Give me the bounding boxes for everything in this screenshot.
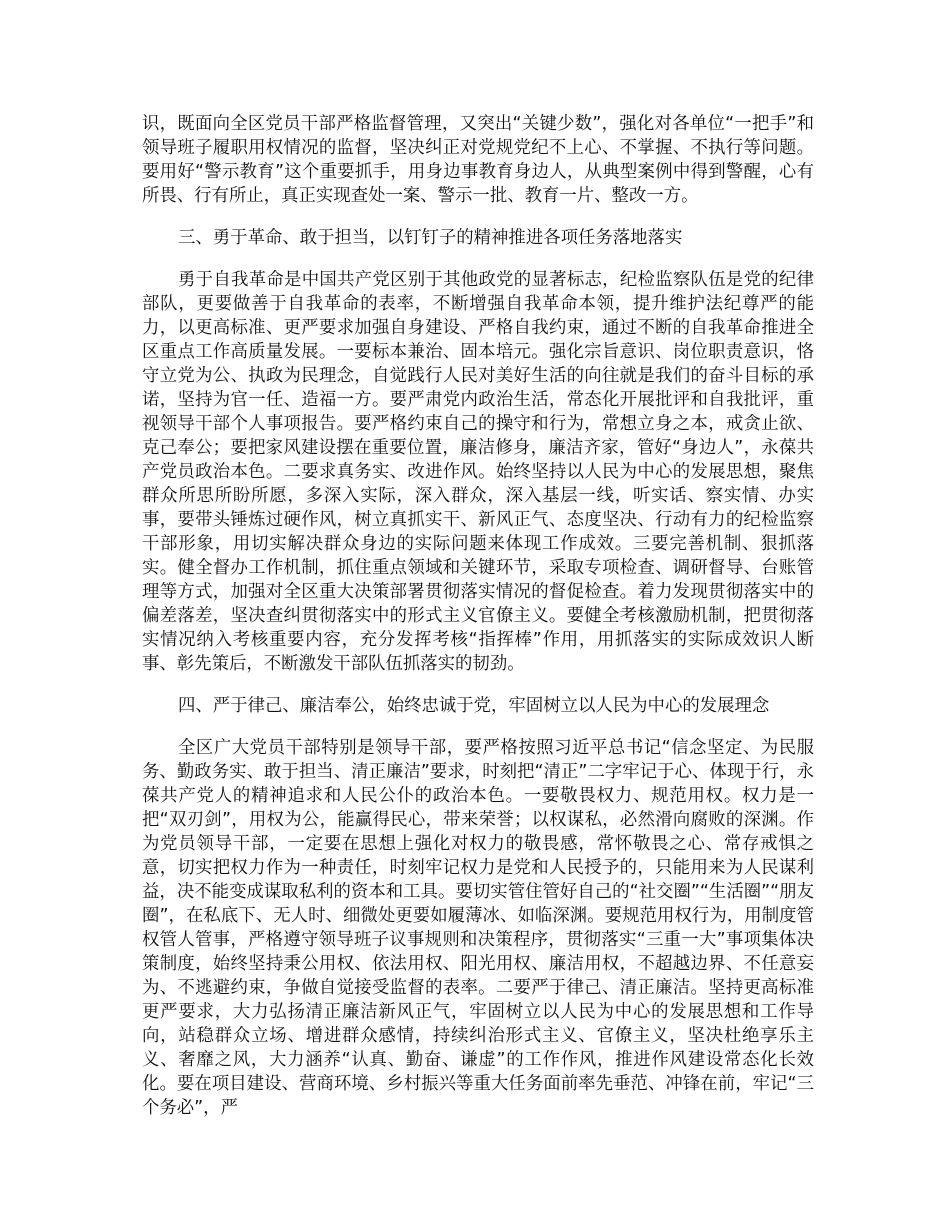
section-three-body: 勇于自我革命是中国共产党区别于其他政党的显著标志，纪检监察队伍是党的纪律部队，更要做善于自我革命的表率，不断增强自我革命本领，提升维护法纪尊严的能力，以更高标准、更严要求加强自身建设、严格自我约束，通过不断的自我革命推进全区重点工作高质量发展。一要标本兼治、固本培元。强化宗旨意识、岗位职责意识，恪守立党为公、执政为民理念，自觉践行人民对美好生活的向往就是我们的奋斗目标的承诺，坚持为官一任、造福一方。要严肃党内政治生活，常态化开展批评和自我批评，重视领导干部个人事项报告。要严格约束自己的操守和行为，常想立身之本，戒贪止欲、克己奉公；要把家风建设摆在重要位置，廉洁修身，廉洁齐家，管好“身边人”，永葆共产党员政治本色。二要求真务实、改进作风。始终坚持以人民为中心的发展思想，聚焦群众所思所盼所愿，多深入实际，深入群众，深入基层一线，听实话、察实情、办实事，要带头锤炼过硬作风，树立真抓实干、新风正气、态度坚决、行动有力的纪检监察干部形象，用切实解决群众身边的实际问题来体现工作成效。三要完善机制、狠抓落实。健全督办工作机制，抓住重点领域和关键环节，采取专项检查、调研督导、台账管理等方式，加强对全区重大决策部署贯彻落实情况的督促检查。着力发现贯彻落实中的偏差落差，坚决查纠贯彻落实中的形式主义官僚主义。要健全考核激励机制，把贯彻落实情况纳入考核重要内容，充分发挥考核“指挥棒”作用，用抓落实的实际成效识人断事、彰先策后，不断激发干部队伍抓落实的韧劲。 — [142, 270, 814, 674]
section-heading-four: 四、严于律己、廉洁奉公，始终忠诚于党，牢固树立以人民为中心的发展理念 — [178, 696, 770, 716]
section-four-body: 全区广大党员干部特别是领导干部，要严格按照习近平总书记“信念坚定、为民服务、勤政务实、敢于担当、清正廉洁”要求，时刻把“清正”二字牢记于心、体现于行，永葆共产党人的精神追求和人民公仆的政治本色。一要敬畏权力、规范用权。权力是一把“双刃剑”，用权为公，能赢得民心，带来荣誉；以权谋私，必然滑向腐败的深渊。作为党员领导干部，一定要在思想上强化对权力的敬畏感，常怀敬畏之心、常存戒惧之意，切实把权力作为一种责任，时刻牢记权力是党和人民授予的，只能用来为人民谋利益，决不能变成谋取私利的资本和工具。要切实管住管好自己的“社交圈”“生活圈”“朋友圈”，在私底下、无人时、细微处更要如履薄冰、如临深渊。要规范用权行为，用制度管权管人管事，严格遵守领导班子议事规则和决策程序，贯彻落实“三重一大”事项集体决策制度，始终坚持秉公用权、依法用权、阳光用权、廉洁用权，不超越边界、不任意妄为、不逃避约束，争做自觉接受监督的表率。二要严于律己、清正廉洁。坚持更高标准更严要求，大力弘扬清正廉洁新风正气，牢固树立以人民为中心的发展思想和工作导向，站稳群众立场、增进群众感情，持续纠治形式主义、官僚主义，坚决杜绝享乐主义、奢靡之风，大力涵养“认真、勤奋、谦虚”的工作作风，推进作风建设常态化长效化。要在项目建设、营商环境、乡村振兴等重大任务面前率先垂范、冲锋在前，牢记“三个务必”，严 — [142, 738, 814, 1118]
document-page — [142, 112, 814, 1120]
section-heading-three: 三、勇于革命、敢于担当，以钉钉子的精神推进各项任务落地落实 — [178, 228, 683, 248]
paragraph-continued-body: 识，既面向全区党员干部严格监督管理，又突出“关键少数”，强化对各单位“一把手”和领导班子履职用权情况的监督，坚决纠正对党规党纪不上心、不掌握、不执行等问题。要用好“警示教育”这个重要抓手，用身边事教育身边人，从典型案例中得到警醒，心有所畏、行有所止，真正实现查处一案、警示一批、教育一片、整改一方。 — [142, 114, 814, 206]
